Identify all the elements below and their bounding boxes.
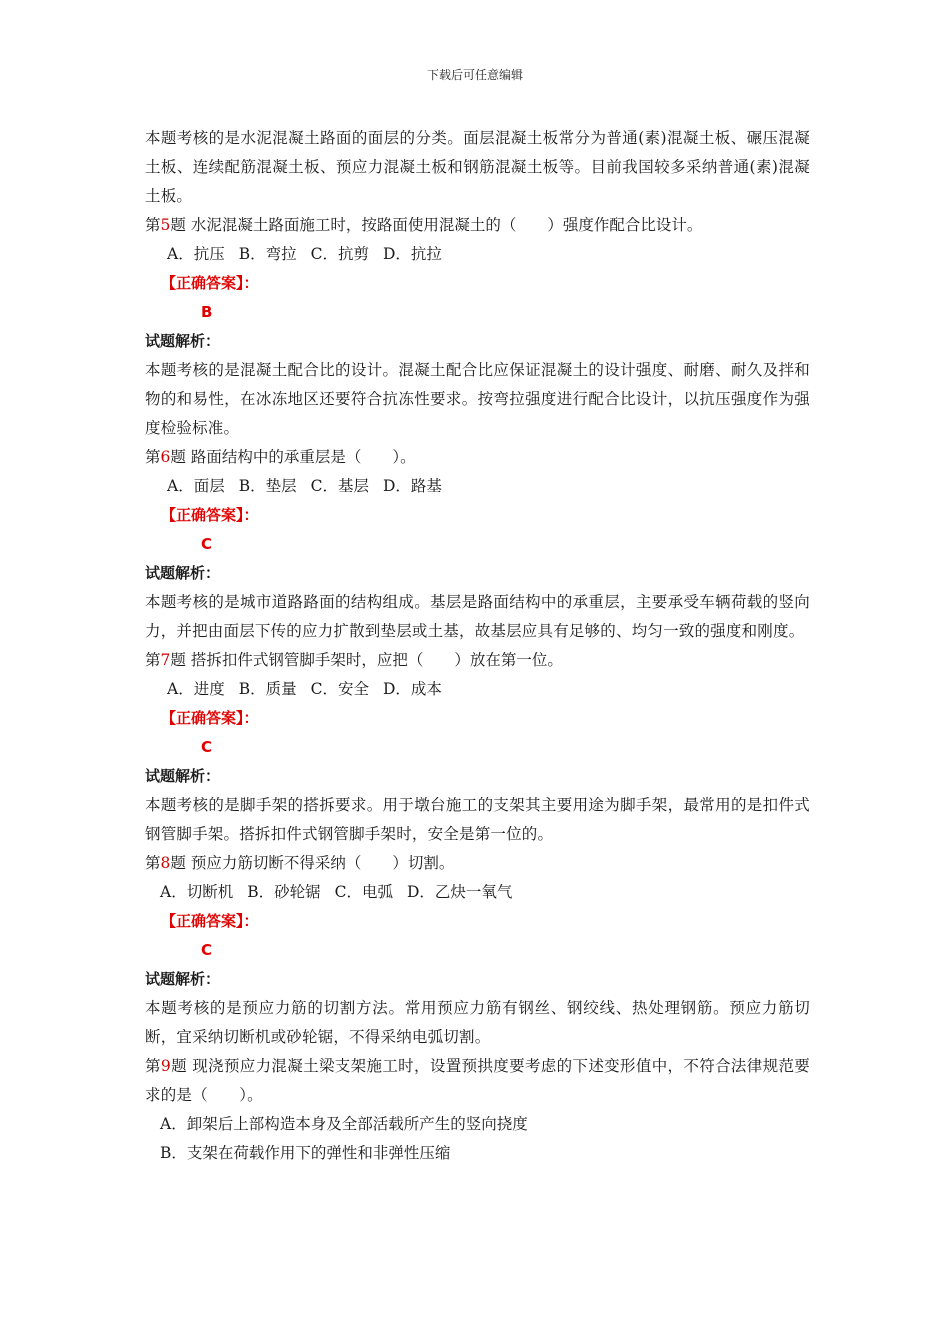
question-number: 5 xyxy=(160,216,171,234)
answer-label: 【正确答案】： xyxy=(161,274,259,292)
question-8-options xyxy=(160,878,810,907)
question-number: 8 xyxy=(160,854,171,872)
option-d: D．抗拉 xyxy=(382,245,442,263)
option-a: A．进度 xyxy=(167,680,225,698)
analysis-text: 本题考核的是预应力筋的切割方法。常用预应力筋有钢丝、钢绞线、热处理钢筋。预应力筋切断，宜采纳切断机或砂轮锯，不得采纳电弧切割。 xyxy=(145,999,810,1046)
option-a: A．抗压 xyxy=(167,245,225,263)
option-c: C．安全 xyxy=(310,680,369,698)
analysis-label: 试题解析： xyxy=(145,564,221,582)
document-body xyxy=(145,124,810,1168)
answer-label: 【正确答案】： xyxy=(161,912,259,930)
option-d: D．路基 xyxy=(382,477,442,495)
question-7-options xyxy=(167,675,810,704)
option-a: A．面层 xyxy=(167,477,225,495)
question-text: 现浇预应力混凝土梁支架施工时，设置预拱度要考虑的下述变形值中，不符合法律规范要求的是（ ）。 xyxy=(145,1057,811,1104)
question-number: 6 xyxy=(160,448,171,466)
option-c: C．电弧 xyxy=(334,883,393,901)
analysis-label: 试题解析： xyxy=(145,332,221,350)
page-header: 下载后可任意编辑 xyxy=(426,68,523,82)
question-7: 第7题 搭拆扣件式钢管脚手架时，应把（ ）放在第一位。 xyxy=(145,651,563,669)
analysis-text: 本题考核的是城市道路路面的结构组成。基层是路面结构中的承重层，主要承受车辆荷载的竖向力，并把由面层下传的应力扩散到垫层或土基，故基层应具有足够的、均匀一致的强度和刚度。 xyxy=(145,593,810,640)
question-number: 7 xyxy=(160,651,171,669)
question-text: 路面结构中的承重层是（ ）。 xyxy=(190,448,416,466)
answer-value: C xyxy=(201,941,213,959)
option-b: B．弯拉 xyxy=(238,245,297,263)
option-d: D．乙炔一氧气 xyxy=(406,883,513,901)
option-b: B．砂轮锯 xyxy=(247,883,321,901)
analysis-text: 本题考核的是脚手架的搭拆要求。用于墩台施工的支架其主要用途为脚手架，最常用的是扣件式钢管脚手架。搭拆扣件式钢管脚手架时，安全是第一位的。 xyxy=(145,796,810,843)
answer-value: C xyxy=(201,535,213,553)
answer-value: B xyxy=(201,303,213,321)
question-text: 搭拆扣件式钢管脚手架时，应把（ ）放在第一位。 xyxy=(190,651,563,669)
option-b: B．垫层 xyxy=(238,477,297,495)
answer-label: 【正确答案】： xyxy=(161,506,259,524)
intro-paragraph: 本题考核的是水泥混凝土路面的面层的分类。面层混凝土板常分为普通(素)混凝土板、碾压混凝土板、连续配筋混凝土板、预应力混凝土板和钢筋混凝土板等。目前我国较多采纳普通(素)混凝土板。 xyxy=(145,129,810,205)
question-9: 第9题 现浇预应力混凝土梁支架施工时，设置预拱度要考虑的下述变形值中，不符合法律规范要求的是（ ）。 xyxy=(145,1057,811,1104)
analysis-text: 本题考核的是混凝土配合比的设计。混凝土配合比应保证混凝土的设计强度、耐磨、耐久及拌和物的和易性，在冰冻地区还要符合抗冻性要求。按弯拉强度进行配合比设计，以抗压强度作为强度检验标准。 xyxy=(145,361,810,437)
option-c: C．抗剪 xyxy=(310,245,369,263)
question-6: 第6题 路面结构中的承重层是（ ）。 xyxy=(145,448,416,466)
question-text: 水泥混凝土路面施工时，按路面使用混凝土的（ ）强度作配合比设计。 xyxy=(190,216,703,234)
option-a: A．切断机 xyxy=(160,883,234,901)
option-a: A．卸架后上部构造本身及全部活载所产生的竖向挠度 xyxy=(160,1115,528,1133)
question-8: 第8题 预应力筋切断不得采纳（ ）切割。 xyxy=(145,854,455,872)
answer-label: 【正确答案】： xyxy=(161,709,259,727)
analysis-label: 试题解析： xyxy=(145,767,221,785)
question-text: 预应力筋切断不得采纳（ ）切割。 xyxy=(190,854,455,872)
option-b: B．质量 xyxy=(238,680,297,698)
analysis-label: 试题解析： xyxy=(145,970,221,988)
option-d: D．成本 xyxy=(382,680,442,698)
question-6-options xyxy=(167,472,810,501)
question-5-options xyxy=(167,240,810,269)
question-number: 9 xyxy=(160,1057,171,1075)
option-b: B．支架在荷载作用下的弹性和非弹性压缩 xyxy=(160,1144,451,1162)
question-5: 第5题 水泥混凝土路面施工时，按路面使用混凝土的（ ）强度作配合比设计。 xyxy=(145,216,703,234)
answer-value: C xyxy=(201,738,213,756)
option-c: C．基层 xyxy=(310,477,369,495)
